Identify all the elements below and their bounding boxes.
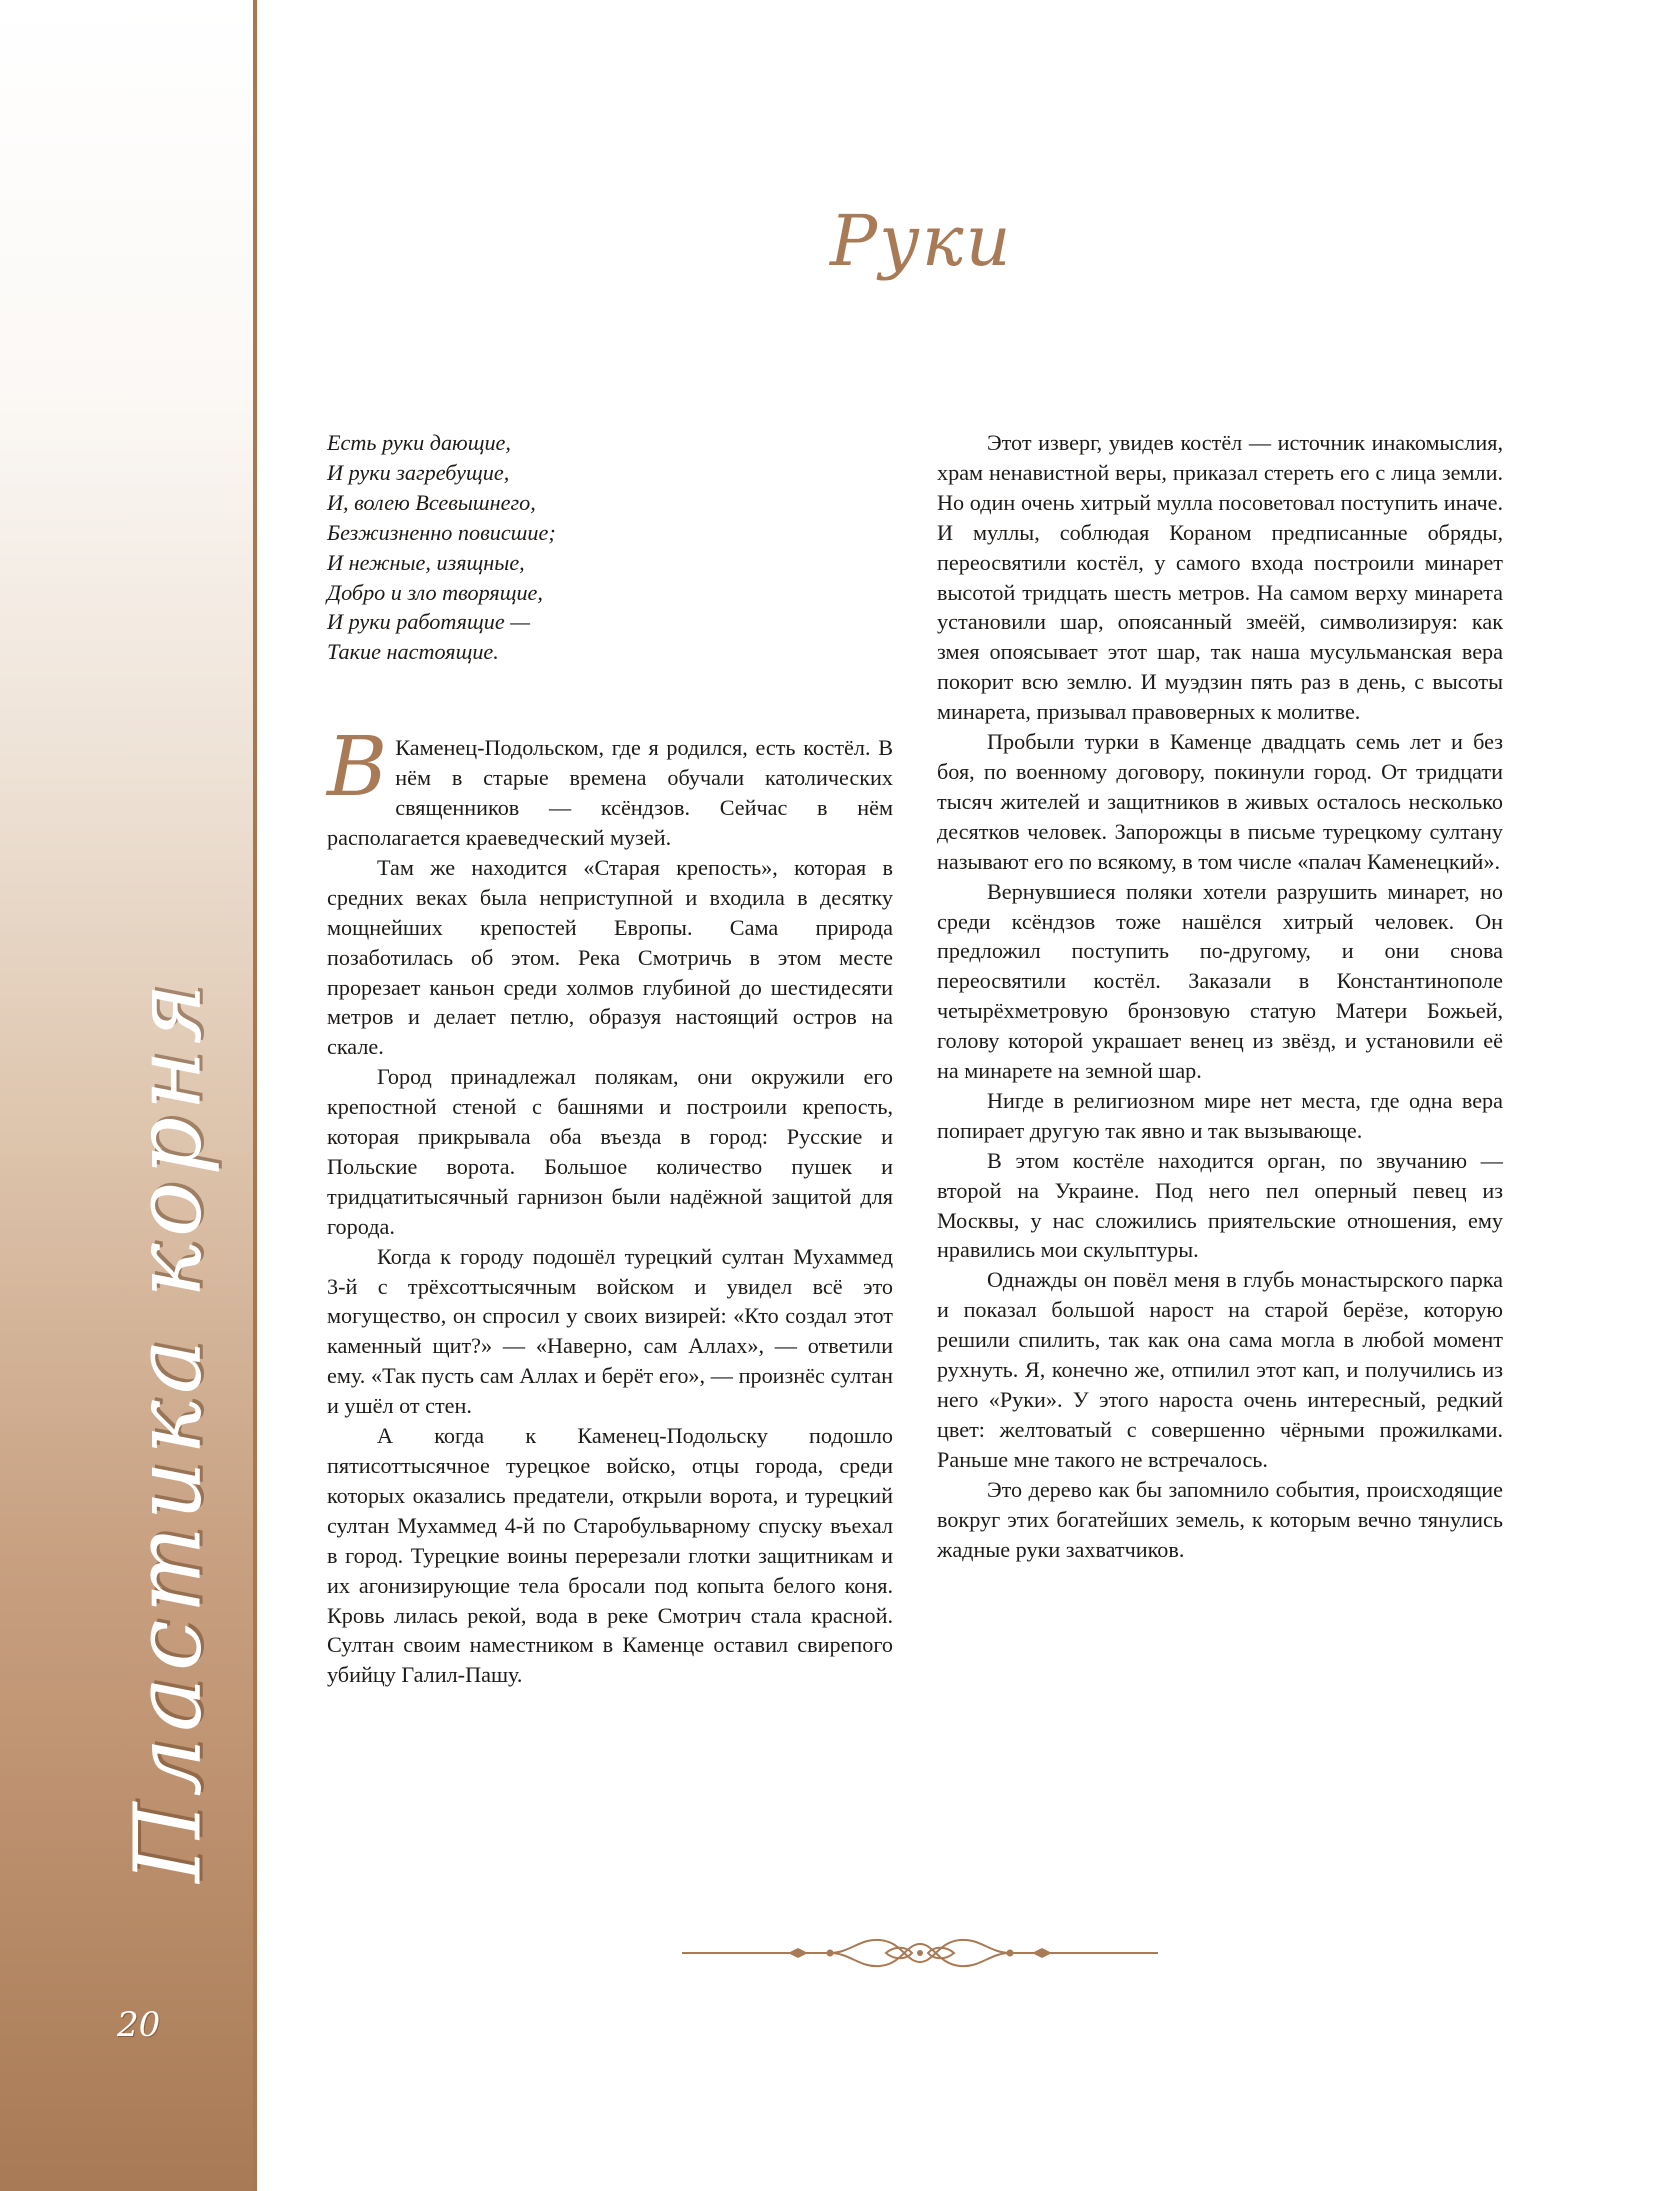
poem-line: Безжизненно повисшие; [327, 519, 556, 545]
paragraph [327, 720, 893, 853]
poem-line: И руки загребущие, [327, 459, 510, 485]
poem-line: Добро и зло творящие, [327, 579, 543, 605]
sidebar-divider-line [253, 0, 257, 2191]
paragraph: Пробыли турки в Каменце двадцать семь лет и без боя, по военному договору, покинули город. От тридцати тысяч жителей и защитников в живых осталось несколько десятков человек. Запорожцы в письме турецкому султану называют его по всякому, в том числе «палач Каменецкий». [937, 729, 1503, 874]
page-number: 20 [117, 2005, 161, 2045]
article-title: Руки [830, 200, 1013, 282]
paragraph: Когда к городу подошёл турецкий султан Мухаммед 3-й с трёхсоттысячным войском и увидел всё это могущество, он спросил у своих визирей: «Кто создал этот каменный щит?» — «Наверно, сам Аллах», — ответили ему. «Так пусть сам Аллах и берёт его», — произнёс султан и ушёл от стен. [327, 1243, 893, 1419]
left-column [327, 428, 893, 1690]
ornament-divider-icon [680, 1926, 1160, 1980]
paragraph: Нигде в религиозном мире нет места, где одна вера попирает другую так явно и так вызывающе. [937, 1087, 1503, 1143]
poem-line: Есть руки дающие, [327, 430, 511, 455]
drop-cap: В [327, 720, 388, 816]
paragraph: Этот изверг, увидев костёл — источник инакомыслия, храм ненавистной веры, приказал стереть его с лица земли. Но один очень хитрый мулла посоветовал поступить иначе. И муллы, соблюдая Кораном предписанные обряды, переосвятили костёл, у самого входа построили минарет высотой тридцать шесть метров. На самом верху минарета установили шар, опоясанный змеёй, символизируя: как змея опоясывает этот шар, так наша мусульманская вера покорит всю землю. И муэдзин пять раз в день, с высоты минарета, призывал правоверных к молитве. [937, 430, 1503, 725]
paragraph: Вернувшиеся поляки хотели разрушить минарет, но среди ксёндзов тоже нашёлся хитрый человек. Он предложил поступить по-другому, и они снова переосвятили костёл. Заказали в Константинополе четырёхметровую бронзовую статую Матери Божьей, голову которой украшает венец из звёзд, и установили её на минарете на земной шар. [937, 878, 1503, 1084]
right-column [937, 428, 1503, 1564]
poem [327, 428, 893, 667]
sidebar-title: Пластика корня [114, 977, 222, 1883]
poem-line: И руки работящие — [327, 609, 530, 635]
paragraph: Город принадлежал полякам, они окружили его крепостной стеной с башнями и построили крепость, которая прикрывала оба въезда в город: Русские и Польские ворота. Большое количество пушек и тридцатитысячный гарнизон были надёжной защитой для города. [327, 1064, 893, 1239]
poem-line: И, волею Всевышнего, [327, 489, 536, 515]
poem-line: Такие настоящие. [327, 639, 499, 665]
paragraph: Там же находится «Старая крепость», которая в средних веках была неприступной и входила в десятку мощнейших крепостей Европы. Сама природа позаботилась об этом. Река Смотричь в этом месте прорезает каньон среди холмов глубиной до шестидесяти метров и делает петлю, образуя настоящий остров на скале. [327, 854, 893, 1060]
paragraph: В этом костёле находится орган, по звучанию — второй на Украине. Под него пел оперный певец из Москвы, у нас сложились приятельские отношения, ему нравились мои скульптуры. [937, 1147, 1503, 1263]
poem-line: И нежные, изящные, [327, 549, 525, 575]
paragraph: Однажды он повёл меня в глубь монастырского парка и показал большой нарост на старой берёзе, которую решили спилить, так как она сама могла в любой момент рухнуть. Я, конечно же, отпилил этот кап, и получились из него «Руки». У этого нароста очень интересный, редкий цвет: желтоватый с совершенно чёрными прожилками. Раньше мне такого не встречалось. [937, 1267, 1503, 1472]
paragraph-text: Каменец-Подольском, где я родился, есть костёл. В нём в старые времена обучали католических священников — ксёндзов. Сейчас в нём располагается краеведческий музей. [327, 735, 893, 850]
paragraph: А когда к Каменец-Подольску подошло пятисоттысячное турецкое войско, отцы города, среди которых оказались предатели, открыли ворота, и турецкий султан Мухаммед 4-й по Старобульварному спуску въехал в город. Турецкие воины перерезали глотки защитникам и их агонизирующие тела бросали под копыта белого коня. Кровь лилась рекой, вода в реке Смотрич стала красной. Султан своим наместником в Каменце оставил свирепого убийцу Галил-Пашу. [327, 1423, 893, 1688]
paragraph: Это дерево как бы запомнило события, происходящие вокруг этих богатейших земель, к которым вечно тянулись жадные руки захватчиков. [937, 1476, 1503, 1562]
